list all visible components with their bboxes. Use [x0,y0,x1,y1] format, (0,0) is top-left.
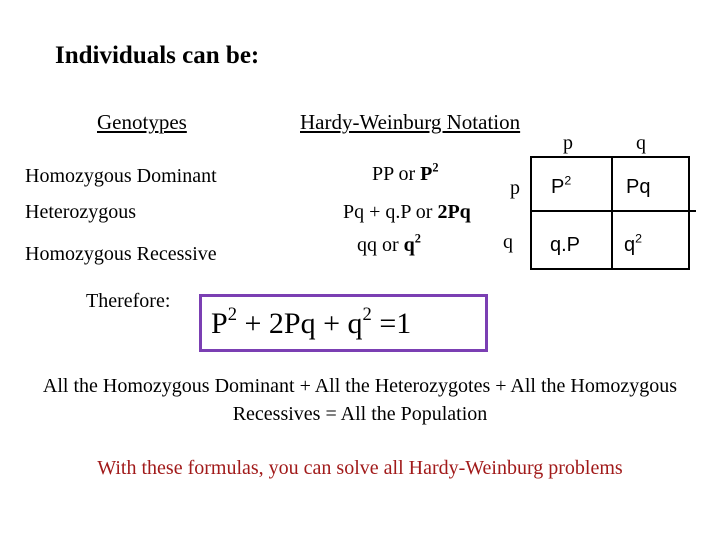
punnett-row-header-q: q [503,231,513,253]
notation-dominant-prefix: PP or [372,163,421,185]
punnett-cell-pq-base: Pq [626,176,651,198]
genotype-heterozygous: Heterozygous [25,201,137,223]
punnett-row-header-p: p [510,177,520,199]
punnett-cell-qp-base: q.P [550,234,581,256]
formula-q: q [347,307,363,340]
therefore-label: Therefore: [86,290,171,312]
punnett-cell-qq [624,231,643,257]
notation-header: Hardy-Weinburg Notation [300,110,521,134]
hardy-weinberg-formula [211,303,412,341]
punnett-cell-pq [626,176,650,199]
punnett-divider-horizontal [530,210,696,212]
notation-dominant [330,160,510,186]
summary-text: All the Homozygous Dominant + All the Heterozygotes + All the Homozygous Recessives = All the Population [42,375,678,425]
punnett-cell-qq-exp: 2 [635,231,643,246]
formula-p: P [211,307,228,340]
notation-het-var: 2Pq [437,201,471,223]
genotypes-header: Genotypes [97,110,187,134]
formula-end: =1 [371,307,412,340]
genotype-homozygous-dominant: Homozygous Dominant [25,165,217,187]
punnett-cell-qp [550,234,580,257]
punnett-cell-qq-base: q [624,234,636,256]
notation-het-prefix: Pq + q.P or [343,201,438,223]
notation-rec-prefix: qq or [357,234,404,256]
genotype-homozygous-recessive: Homozygous Recessive [25,243,217,265]
notation-rec-exp: 2 [414,231,421,246]
punnett-divider-vertical [611,156,613,270]
punnett-cell-pp-exp: 2 [564,173,572,188]
notation-recessive [357,231,421,257]
formula-q-exp: 2 [362,303,372,325]
notation-heterozygous [343,201,471,224]
formula-p-exp: 2 [227,303,237,325]
footer-note: With these formulas, you can solve all Hardy-Weinburg problems [97,457,623,479]
punnett-cell-pp-base: P [551,176,565,198]
punnett-cell-pp [551,173,572,199]
notation-dominant-exp: 2 [432,160,439,175]
punnett-col-header-q: q [636,132,646,154]
formula-mid: + 2Pq + [236,307,348,340]
punnett-col-header-p: p [563,132,573,154]
notation-rec-var: q [403,234,415,256]
notation-dominant-var: P [420,163,433,185]
slide-title: Individuals can be: [55,42,260,69]
